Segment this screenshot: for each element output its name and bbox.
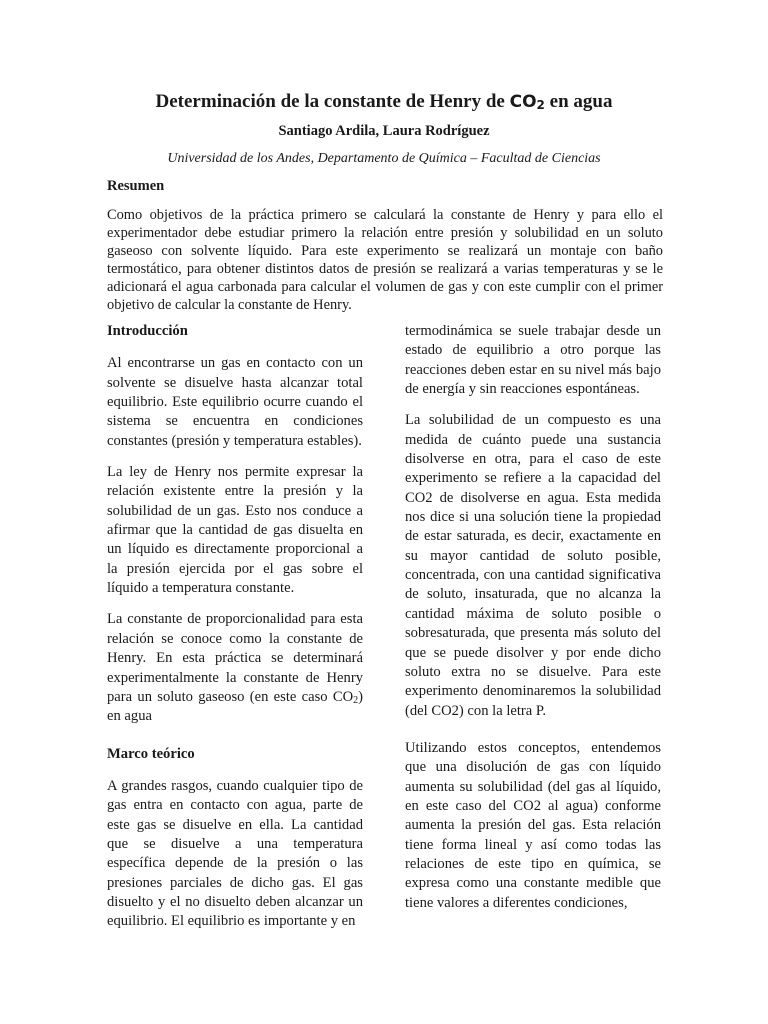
- theory-paragraph-1: A grandes rasgos, cuando cualquier tipo de gas entra en contacto con agua, parte de este gas se disuelve en ella. La cantidad que se disuelve a una temperatura específica depende de la presión o las presiones parciales de dicho gas. El gas disuelto y el no disuelto deben alcanzar un equilibrio. El equilibrio es importante y en: [107, 777, 363, 930]
- paper-title: [0, 90, 768, 117]
- intro-paragraph-3: La constante de proporcionalidad para esta relación se conoce como la constante de Henry. En esta práctica se determinará experimentalmente la constante de Henry para un soluto gaseoso (en este caso $CO_2$) en agua: [107, 611, 363, 725]
- title-suffix: en agua: [544, 91, 613, 112]
- introduction-heading: Introducción: [107, 323, 188, 339]
- theory-paragraph-2: La solubilidad de un compuesto es una medida de cuánto puede una sustancia disolverse en otra, para el caso de este experimento se refiere a la capacidad del CO2 de disolverse en agua. Esta medida nos dice si una solución tiene la propiedad de estar saturada, es decir, exactamente en su mayor cantidad de soluto posible, concentrada, con una cantidad significativa de soluto, insaturada, que no alcanza la cantidad máxima de soluto posible o sobresaturada, que presenta más soluto del que se puede disolver y por ende dicho soluto extra no se disuelve. Para este experimento denominaremos la solubilidad (del CO2) con la letra P.: [405, 412, 661, 719]
- left-column: [107, 322, 363, 944]
- intro-paragraph-1: Al encontrarse un gas en contacto con un solvente se disuelve hasta alcanzar total equilibrio. Este equilibrio ocurre cuando el sistema se encuentra en condiciones constantes (presión y temperatura estables).: [107, 355, 363, 449]
- title-prefix: Determinación de la constante de Henry de: [155, 91, 510, 112]
- authors: Santiago Ardila, Laura Rodríguez: [278, 123, 490, 139]
- affiliation: Universidad de los Andes, Departamento de Química – Facultad de Ciencias: [167, 151, 601, 166]
- intro-paragraph-2: La ley de Henry nos permite expresar la relación existente entre la presión y la solubilidad de un gas. Esto nos conduce a afirmar que la cantidad de gas disuelta en un líquido es directamente proporcional a la presión ejercida por el gas sobre el líquido a temperatura constante.: [107, 464, 363, 597]
- theory-paragraph-3: Utilizando estos conceptos, entendemos que una disolución de gas con líquido aumenta su solubilidad (del gas al líquido, en este caso del CO2 al agua) conforme aumenta la presión del gas. Esta relación tiene forma lineal y así como todas las relaciones de este tipo en química, se expresa como una constante medible que tiene valores a diferentes condiciones,: [405, 739, 661, 911]
- theory-paragraph-1-continued: termodinámica se suele trabajar desde un estado de equilibrio a otro porque las reacciones deben estar en su nivel más bajo de energía y sin reacciones espontáneas.: [405, 323, 661, 398]
- right-column: [405, 322, 661, 925]
- abstract-text: Como objetivos de la práctica primero se calculará la constante de Henry y para ello el experimentador debe estudiar primero la relación entre presión y solubilidad en un soluto gaseoso con solvente líquido. Para este experimento se realizará un montaje con baño termostático, para obtener distintos datos de presión se realizará a varias temperaturas y se le adicionará el agua carbonada para calcular el volumen de gas y con este cumplir con el primer objetivo de calcular la constante de Henry.: [107, 207, 663, 313]
- title-formula: $CO_2$: [509, 92, 545, 112]
- abstract-heading: Resumen: [107, 178, 165, 194]
- theory-heading: Marco teórico: [107, 745, 195, 762]
